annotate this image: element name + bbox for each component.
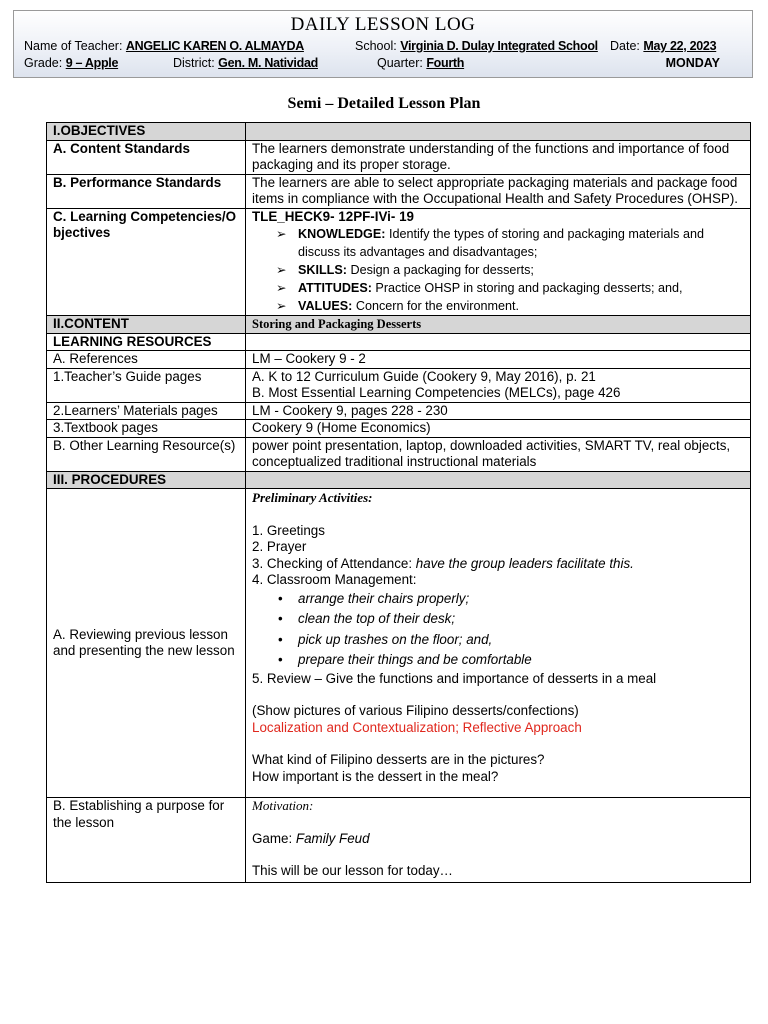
district-label: District: bbox=[173, 56, 215, 70]
quarter-value: Fourth bbox=[426, 56, 465, 70]
plan-title: Semi – Detailed Lesson Plan bbox=[287, 95, 481, 112]
objective-list bbox=[252, 225, 744, 315]
quarter-label: Quarter: bbox=[377, 56, 423, 70]
objective-key: KNOWLEDGE: bbox=[298, 227, 386, 241]
objectives-heading-blank bbox=[246, 123, 751, 141]
management-item bbox=[278, 589, 744, 610]
other-resources-label: B. Other Learning Resource(s) bbox=[47, 437, 246, 471]
spacer bbox=[252, 815, 744, 831]
content-standards-row bbox=[47, 140, 751, 174]
school-name: Virginia D. Dulay Integrated School bbox=[400, 39, 598, 53]
purpose-row bbox=[47, 798, 751, 883]
learning-resources-row bbox=[47, 333, 751, 351]
objective-values bbox=[276, 297, 744, 315]
objective-key: ATTITUDES: bbox=[298, 281, 372, 295]
objective-text: Concern for the environment. bbox=[352, 299, 519, 313]
performance-standards-row bbox=[47, 174, 751, 208]
teachers-guide-line-1: A. K to 12 Curriculum Guide (Cookery 9, May 2016), p. 21 bbox=[252, 368, 596, 384]
content-standards-text: The learners demonstrate understanding of the functions and importance of food packaging and its proper storage. bbox=[246, 140, 751, 174]
content-standards-label: A. Content Standards bbox=[47, 140, 246, 174]
step-review: 5. Review – Give the functions and importance of desserts in a meal bbox=[252, 670, 657, 686]
header-title: DAILY LESSON LOG bbox=[290, 14, 476, 35]
school-field bbox=[355, 39, 598, 53]
reviewing-row bbox=[47, 489, 751, 798]
game-name: Family Feud bbox=[295, 830, 370, 846]
performance-standards-text: The learners are able to select appropriate packaging materials and package food items in compliance with the Occupational Health and Safety Procedures (OHSP). bbox=[246, 174, 751, 208]
management-item bbox=[278, 609, 744, 630]
attendance-note: have the group leaders facilitate this. bbox=[415, 555, 634, 571]
learning-resources-blank bbox=[246, 333, 751, 351]
learners-materials-label: 2.Learners’ Materials pages bbox=[47, 402, 246, 420]
arrow-bullet-icon: ➢ bbox=[276, 263, 287, 277]
date-label: Date: bbox=[610, 39, 640, 53]
arrow-bullet-icon: ➢ bbox=[276, 299, 287, 313]
procedures-heading-blank bbox=[246, 471, 751, 489]
teachers-guide-line-2: B. Most Essential Learning Competencies (MELCs), page 426 bbox=[252, 385, 621, 400]
references-row bbox=[47, 351, 751, 369]
procedures-heading: III. PROCEDURES bbox=[47, 471, 246, 489]
learning-resources-heading: LEARNING RESOURCES bbox=[47, 333, 246, 351]
content-row bbox=[47, 316, 751, 334]
objective-text: Identify the types of storing and packaging materials and discuss its advantages and disadvantages; bbox=[298, 227, 704, 259]
objective-knowledge bbox=[276, 225, 744, 261]
textbook-value: Cookery 9 (Home Economics) bbox=[246, 420, 751, 438]
closing-line: This will be our lesson for today… bbox=[252, 863, 453, 878]
learning-competencies-label: C. Learning Competencies/Objectives bbox=[47, 208, 246, 316]
learners-materials-value: LM - Cookery 9, pages 228 - 230 bbox=[246, 402, 751, 420]
management-list bbox=[252, 589, 744, 671]
bullet-dot-icon: • bbox=[278, 631, 283, 647]
other-resources-row bbox=[47, 437, 751, 471]
lesson-plan-table bbox=[46, 122, 751, 883]
objective-key: VALUES: bbox=[298, 299, 353, 313]
spacer bbox=[252, 736, 744, 752]
learning-competencies-cell bbox=[246, 208, 751, 316]
quarter-field bbox=[377, 56, 464, 70]
objective-text: Design a packaging for desserts; bbox=[346, 263, 534, 277]
daily-lesson-log-header bbox=[13, 10, 753, 78]
purpose-cell bbox=[246, 798, 751, 883]
textbook-label: 3.Textbook pages bbox=[47, 420, 246, 438]
objective-text: Practice OHSP in storing and packaging desserts; and, bbox=[371, 281, 683, 295]
teacher-name: ANGELIC KAREN O. ALMAYDA bbox=[125, 39, 304, 53]
bullet-dot-icon: • bbox=[278, 652, 283, 667]
game-line bbox=[252, 831, 744, 848]
management-text: prepare their things and be comfortable bbox=[298, 652, 532, 667]
content-value: Storing and Packaging Desserts bbox=[246, 316, 751, 334]
objectives-heading: I.OBJECTIVES bbox=[47, 123, 246, 141]
management-text: arrange their chairs properly; bbox=[298, 590, 470, 606]
school-label: School: bbox=[355, 39, 397, 53]
learners-materials-row bbox=[47, 402, 751, 420]
spacer bbox=[252, 847, 744, 863]
reviewing-cell bbox=[246, 489, 751, 798]
step-attendance bbox=[252, 556, 744, 573]
textbook-row bbox=[47, 420, 751, 438]
show-pictures: (Show pictures of various Filipino desserts/confections) bbox=[252, 703, 579, 718]
bullet-dot-icon: • bbox=[278, 590, 283, 606]
bullet-dot-icon: • bbox=[278, 611, 283, 626]
game-label: Game: bbox=[252, 830, 296, 846]
grade-label: Grade: bbox=[24, 56, 63, 70]
teachers-guide-row bbox=[47, 368, 751, 402]
management-item bbox=[278, 630, 744, 651]
teachers-guide-cell bbox=[246, 368, 751, 402]
objective-key: SKILLS: bbox=[298, 263, 347, 277]
preliminary-title: Preliminary Activities: bbox=[252, 490, 373, 505]
other-resources-value: power point presentation, laptop, downloaded activities, SMART TV, real objects, conceptualized traditional instructional materials bbox=[246, 437, 751, 471]
spacer bbox=[252, 687, 744, 703]
objective-attitudes bbox=[276, 279, 744, 297]
management-text: pick up trashes on the floor; and, bbox=[298, 631, 493, 647]
step-prayer: 2. Prayer bbox=[252, 539, 307, 554]
management-text: clean the top of their desk; bbox=[298, 611, 456, 626]
header-line-2 bbox=[24, 56, 118, 70]
performance-standards-label: B. Performance Standards bbox=[47, 174, 246, 208]
date-field bbox=[610, 39, 716, 53]
question-2: How important is the dessert in the meal? bbox=[252, 768, 499, 784]
teacher-label: Name of Teacher: bbox=[24, 39, 123, 53]
teachers-guide-label: 1.Teacher’s Guide pages bbox=[47, 368, 246, 402]
content-heading: II.CONTENT bbox=[47, 316, 246, 334]
management-item bbox=[278, 650, 744, 671]
approach-text: Localization and Contextualization; Reflective Approach bbox=[252, 719, 582, 735]
procedures-heading-row bbox=[47, 471, 751, 489]
motivation-title: Motivation: bbox=[252, 798, 314, 813]
district-value: Gen. M. Natividad bbox=[218, 56, 318, 70]
step-management: 4. Classroom Management: bbox=[252, 572, 417, 587]
references-value: LM – Cookery 9 - 2 bbox=[246, 351, 751, 369]
learning-competencies-row bbox=[47, 208, 751, 316]
step-greetings: 1. Greetings bbox=[252, 522, 325, 538]
spacer bbox=[252, 507, 744, 523]
district-field bbox=[173, 56, 318, 70]
purpose-label: B. Establishing a purpose for the lesson bbox=[47, 798, 246, 883]
date-value: May 22, 2023 bbox=[643, 39, 717, 53]
question-1: What kind of Filipino desserts are in the pictures? bbox=[252, 752, 545, 767]
competency-code: TLE_HECK9- 12PF-IVi- 19 bbox=[252, 208, 414, 224]
attendance-text: 3. Checking of Attendance: bbox=[252, 555, 416, 571]
arrow-bullet-icon: ➢ bbox=[276, 281, 287, 295]
arrow-bullet-icon: ➢ bbox=[276, 227, 287, 241]
objectives-heading-row bbox=[47, 123, 751, 141]
references-label: A. References bbox=[47, 351, 246, 369]
day-value: MONDAY bbox=[665, 56, 720, 70]
reviewing-label: A. Reviewing previous lesson and presenting the new lesson bbox=[47, 489, 246, 798]
objective-skills bbox=[276, 261, 744, 279]
grade-value: 9 – Apple bbox=[65, 56, 119, 70]
header-line-1 bbox=[24, 39, 304, 53]
